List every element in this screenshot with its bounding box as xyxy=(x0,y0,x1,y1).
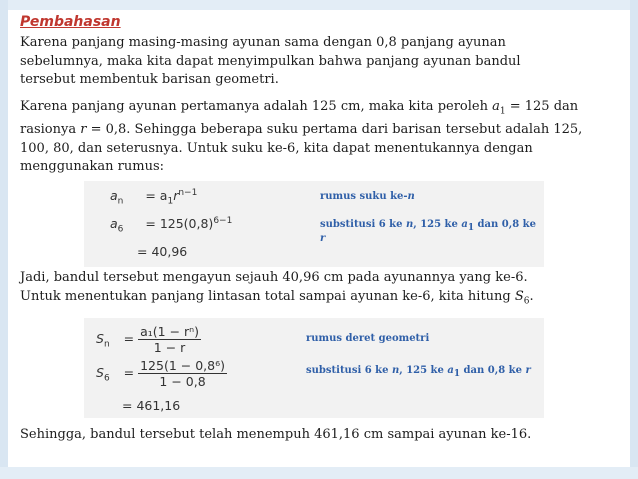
formula-nth-term-box xyxy=(84,181,544,267)
paragraph-intro xyxy=(20,34,610,90)
var-sub: 1 xyxy=(499,106,506,117)
comment-text: substitusi 6 ke xyxy=(306,365,392,376)
formula-comment: rumus deret geometri xyxy=(306,333,430,344)
formula-row xyxy=(110,216,232,235)
var-r: r xyxy=(80,122,87,138)
text-line: Jadi, bandul tersebut mengayun sejauh 40,96 cm pada ayunannya yang ke-6. xyxy=(20,270,528,285)
slide-frame-top xyxy=(0,0,638,10)
formula-fraction xyxy=(138,358,227,389)
formula-exp: n−1 xyxy=(178,188,198,198)
comment-var: n xyxy=(405,219,414,230)
text-line: tersebut membentuk barisan geometri. xyxy=(20,72,279,87)
var-a: a xyxy=(492,99,500,114)
formula-row: $S_n$ = $\frac{\text{a₁(1 − rⁿ)}}{1 - r}$ xyxy=(96,324,200,355)
formula-sub: 6 xyxy=(117,224,124,235)
comment-var: r xyxy=(320,233,326,244)
text-line: Karena panjang masing-masing ayunan sama dengan 0,8 panjang ayunan xyxy=(20,35,506,50)
text-segment: Karena panjang ayunan pertamanya adalah 125 cm, maka kita peroleh xyxy=(20,99,493,114)
paragraph-conclusion-6th xyxy=(20,269,610,311)
formula-exp: 6−1 xyxy=(213,216,233,226)
paragraph-first-term xyxy=(20,98,610,177)
comment-var: n xyxy=(407,191,415,202)
comment-text: , 125 ke xyxy=(413,219,462,230)
formula-lhs: a xyxy=(110,188,118,204)
formula-row xyxy=(110,188,197,207)
comment-sub: 1 xyxy=(453,369,461,379)
formula-sub: 6 xyxy=(103,373,110,384)
comment-var: n xyxy=(391,365,400,376)
var-sub: 6 xyxy=(523,296,530,307)
formula-rhs: = a xyxy=(145,188,168,204)
slide-frame-right xyxy=(630,0,638,479)
text-line: sebelumnya, maka kita dapat menyimpulkan bahwa panjang ayunan bandul xyxy=(20,53,521,69)
comment-var: a xyxy=(461,219,468,230)
slide-frame-left xyxy=(0,0,8,479)
formula-var: r xyxy=(173,188,179,204)
fraction-numerator: 125(1 − 0,8⁶) xyxy=(140,358,225,373)
paragraph-final: Sehingga, bandul tersebut telah menempuh 461,16 cm sampai ayunan ke-16. xyxy=(20,427,532,442)
text-segment: . xyxy=(529,288,534,304)
formula-sub: n xyxy=(103,339,110,350)
formula-lhs: S xyxy=(96,365,104,380)
slide-frame-bottom xyxy=(0,467,638,479)
formula-sub: n xyxy=(117,196,124,207)
formula-lhs: a xyxy=(110,216,118,232)
formula-sub: 1 xyxy=(167,196,174,207)
formula-comment xyxy=(320,191,415,202)
comment-text: dan 0,8 ke xyxy=(460,365,526,376)
text-line: 100, 80, dan seterusnya. Untuk suku ke-6, kita dapat menentukannya dengan xyxy=(20,140,533,156)
formula-row: $S_6$ = $\frac{\text{125(1 − 0,8⁶)}}{1 - 0,8}$ xyxy=(96,358,225,389)
text-segment: rasionya xyxy=(20,122,81,138)
formula-fraction xyxy=(138,324,201,355)
comment-var: r xyxy=(525,365,531,376)
text-segment: Untuk menentukan panjang lintasan total sampai ayunan ke-6, kita hitung xyxy=(20,288,515,304)
comment-text: dan 0,8 ke xyxy=(474,219,536,230)
formula-result: = 461,16 xyxy=(122,398,181,413)
var-s: S xyxy=(514,288,524,304)
text-segment: = 125 dan xyxy=(505,99,579,114)
formula-lhs: S xyxy=(96,331,104,346)
formula-series-box xyxy=(84,318,544,418)
comment-text: , 125 ke xyxy=(399,365,448,376)
formula-result: = 40,96 xyxy=(137,244,188,259)
fraction-denominator: 1 − 0,8 xyxy=(159,374,206,389)
text-line: menggunakan rumus: xyxy=(20,159,165,175)
formula-comment xyxy=(320,219,544,244)
fraction-denominator: 1 − r xyxy=(153,340,186,355)
formula-rhs: = 125(0,8) xyxy=(145,216,214,232)
comment-text: rumus suku ke- xyxy=(320,191,408,202)
fraction-numerator: a₁(1 − rⁿ) xyxy=(140,324,200,339)
comment-sub: 1 xyxy=(467,223,475,233)
formula-comment xyxy=(306,365,531,379)
comment-var: a xyxy=(447,365,454,376)
text-segment: = 0,8. Sehingga beberapa suku pertama dari barisan tersebut adalah 125, xyxy=(86,122,583,138)
comment-text: substitusi 6 ke xyxy=(320,219,406,230)
section-heading: Pembahasan xyxy=(20,14,121,30)
